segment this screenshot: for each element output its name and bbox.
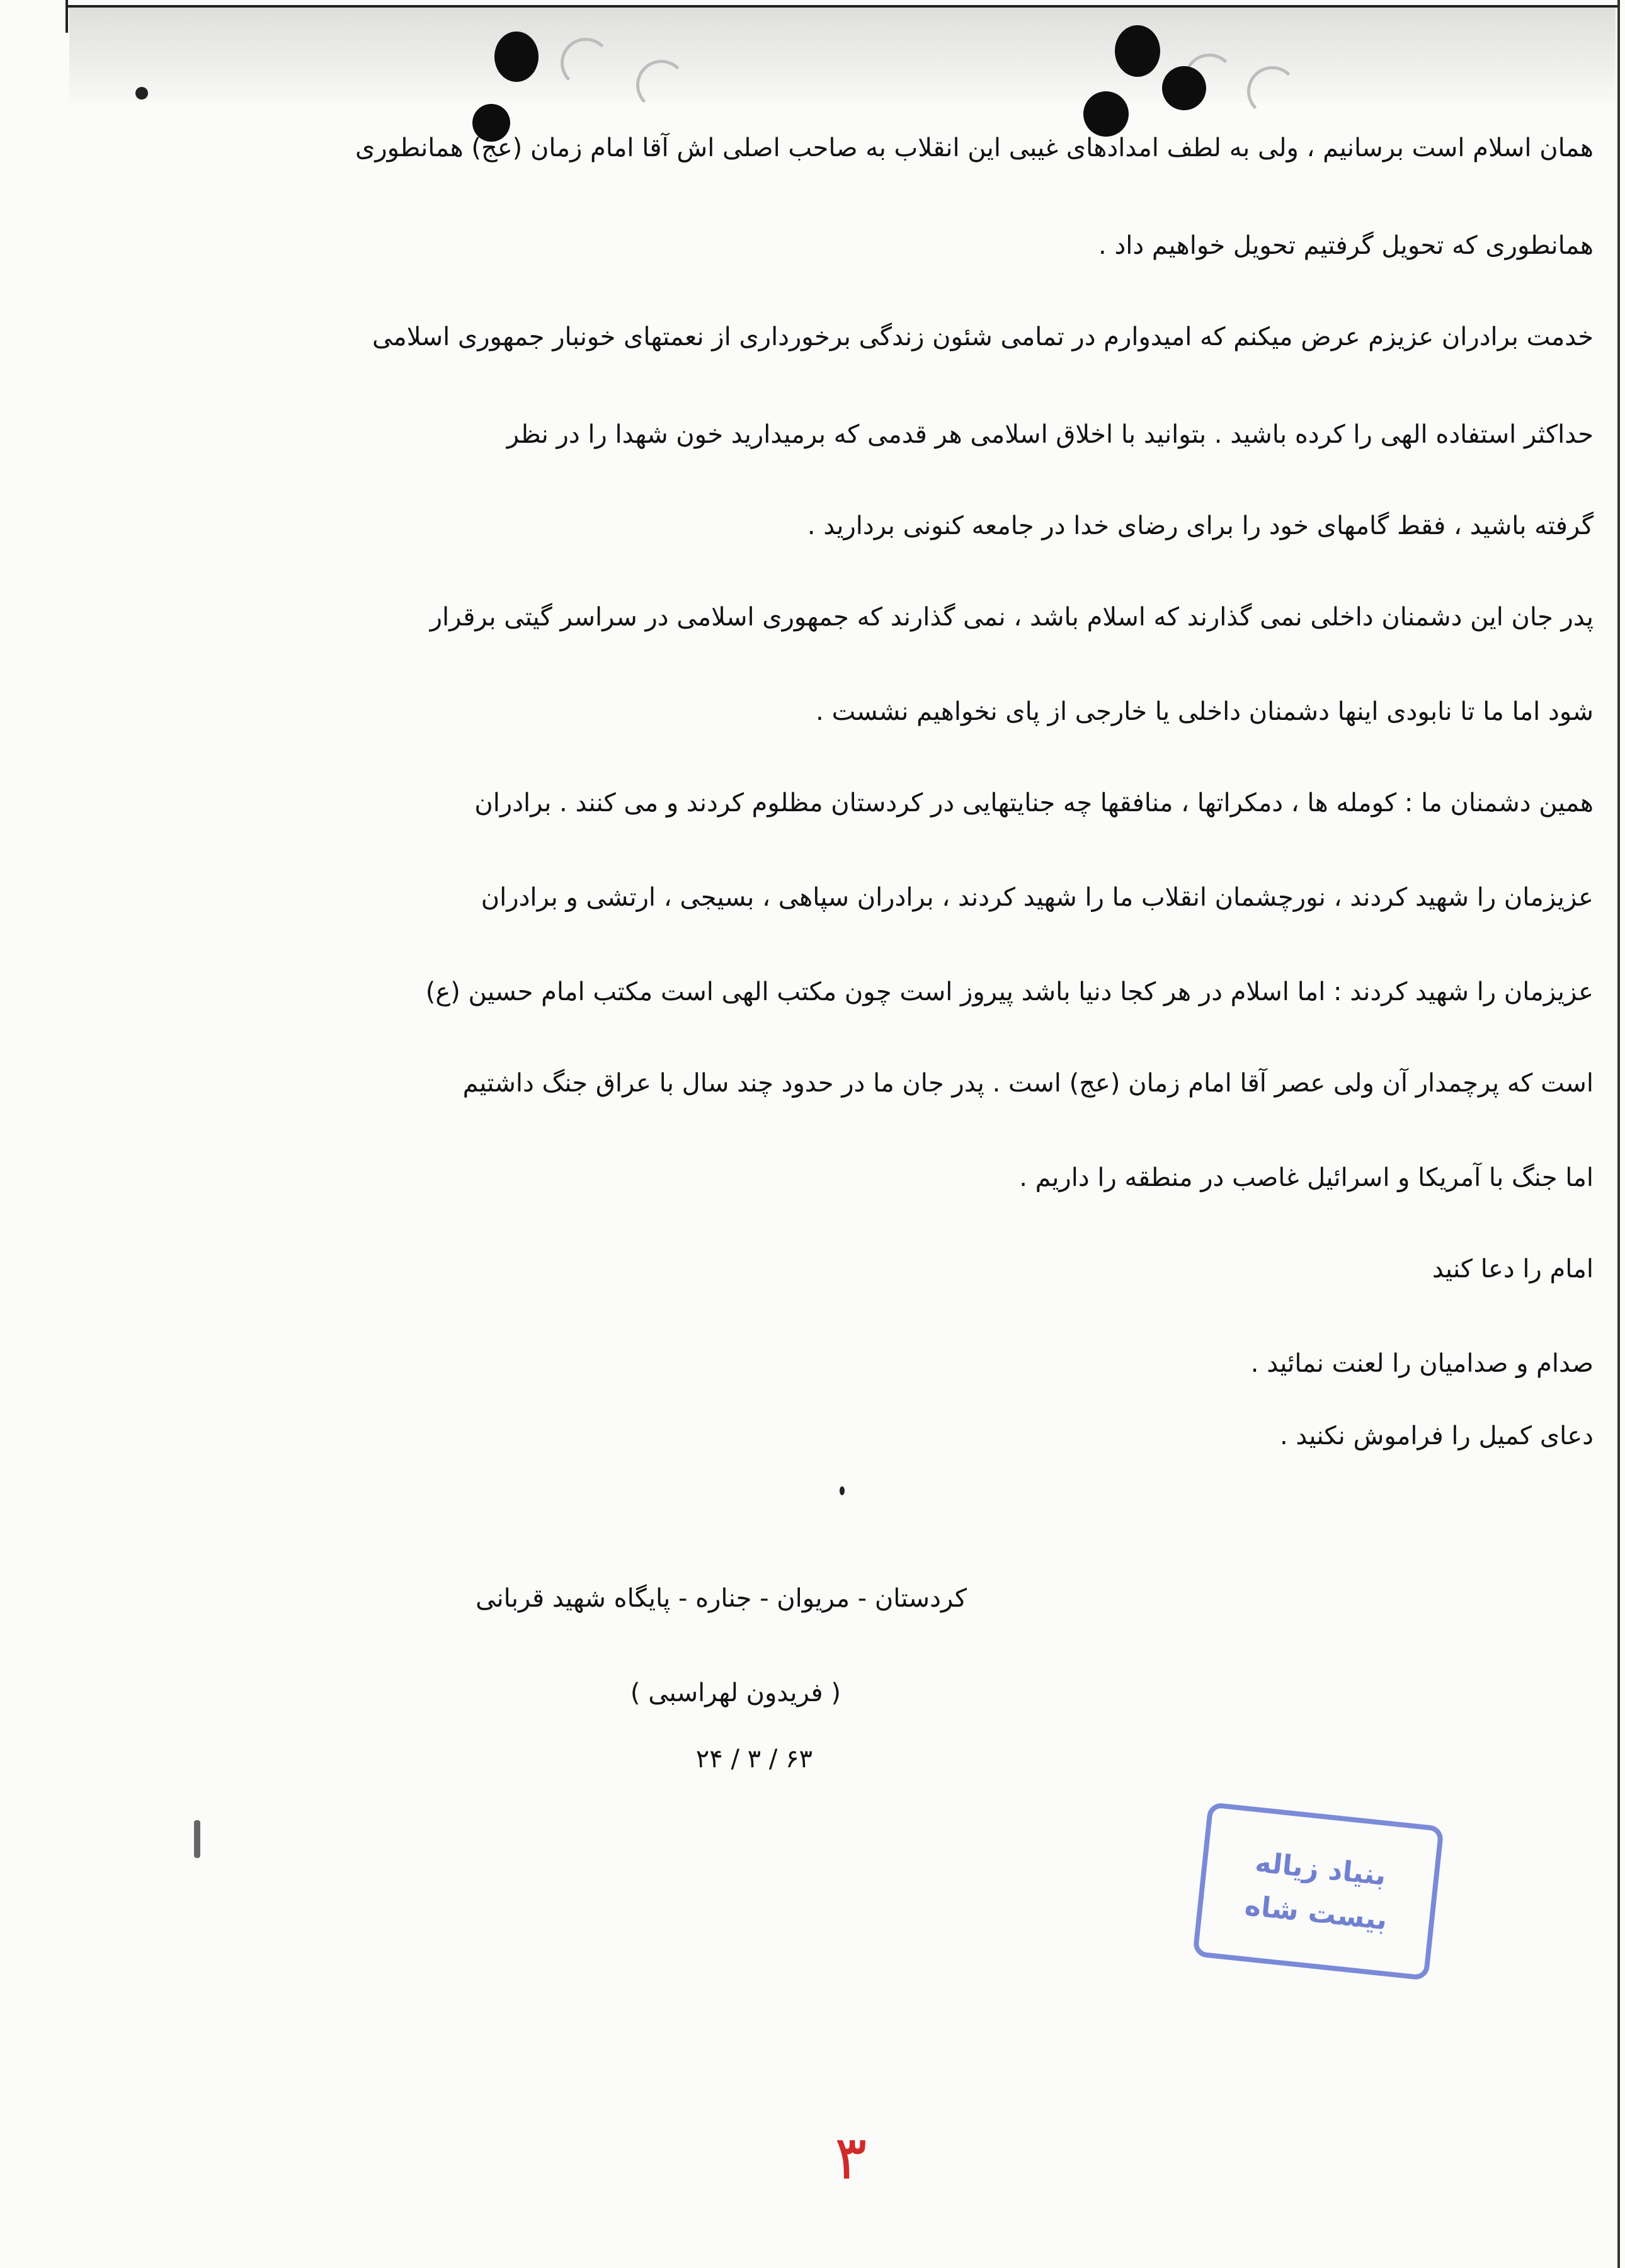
letter-line: دعای کمیل را فراموش نکنید . <box>1279 1422 1594 1450</box>
page-number: ۳ <box>835 2123 867 2193</box>
letter-line: اما جنگ با آمریکا و اسرائیل غاصب در منطقه را داریم . <box>1019 1163 1594 1192</box>
signature-date: ۶۳ / ۳ / ۲۴ <box>695 1745 812 1774</box>
page-border-left <box>66 0 68 33</box>
punch-hole-ring <box>636 60 687 110</box>
letter-line: گرفته باشید ، فقط گامهای خود را برای رضای خدا در جامعه کنونی بردارید . <box>807 511 1594 540</box>
letter-line: شود اما ما تا نابودی اینها دشمنان داخلی یا خارجی از پای نخواهیم نشست . <box>816 697 1594 726</box>
letter-line: امام را دعا کنید <box>1432 1255 1594 1284</box>
page-border-top <box>68 5 1617 8</box>
letter-line: همان اسلام است برسانیم ، ولی به لطف امدادهای غیبی این انقلاب به صاحب اصلی اش آقا امام زمان (عج) همانطوری <box>355 134 1594 162</box>
letter-line: همین دشمنان ما : کومله ها ، دمکراتها ، منافقها چه جنایتهایی در کردستان مظلوم کردند و می کنند . برادران <box>474 789 1594 818</box>
photocopy-noise <box>69 8 1616 102</box>
letter-line: صدام و صدامیان را لعنت نمائید . <box>1250 1349 1594 1378</box>
punch-hole-ring <box>561 38 611 88</box>
signature-name: ( فریدون لهراسبی ) <box>630 1678 841 1707</box>
letter-line: است که پرچمدار آن ولی عصر آقا امام زمان (عج) است . پدر جان ما در حدود چند سال با عراق جنگ داشتیم <box>462 1069 1594 1098</box>
punch-hole-ring <box>1247 66 1297 117</box>
stamp-line: بیست شاه <box>1243 1889 1389 1937</box>
photocopy-speck <box>840 1486 845 1495</box>
stamp-line: بنیاد زیاله <box>1253 1846 1388 1892</box>
signature-location: کردستان - مریوان - جناره - پایگاه شهید قربانی <box>476 1584 967 1613</box>
letter-line: حداکثر استفاده الهی را کرده باشید . بتوانید با اخلاق اسلامی هر قدمی که برمیدارید خون شهدا را در نظر <box>506 420 1594 449</box>
photocopy-speck <box>194 1820 200 1858</box>
punch-hole-mark <box>1162 66 1206 110</box>
ink-stamp <box>1192 1802 1444 1981</box>
letter-line: خدمت برادران عزیزم عرض میکنم که امیدوارم در تمامی شئون زندگی برخورداری از نعمتهای خونبار جمهوری اسلامی <box>372 322 1594 351</box>
letter-line: پدر جان این دشمنان داخلی نمی گذارند که اسلام باشد ، نمی گذارند که جمهوری اسلامی در سراسر گیتی برقرار <box>430 603 1594 632</box>
photocopy-speck <box>135 87 148 100</box>
page-border-right <box>1617 0 1620 2268</box>
punch-hole-mark <box>1115 25 1160 77</box>
letter-line: عزیزمان را شهید کردند : اما اسلام در هر کجا دنیا باشد پیروز است چون مکتب الهی است مکتب امام حسین (ع) <box>425 977 1594 1006</box>
punch-hole-mark <box>494 31 539 82</box>
letter-line: عزیزمان را شهید کردند ، نورچشمان انقلاب ما را شهید کردند ، برادران سپاهی ، بسیجی ، ارتشی و برادران <box>481 883 1594 912</box>
letter-line: همانطوری که تحویل گرفتیم تحویل خواهیم داد . <box>1098 231 1594 260</box>
